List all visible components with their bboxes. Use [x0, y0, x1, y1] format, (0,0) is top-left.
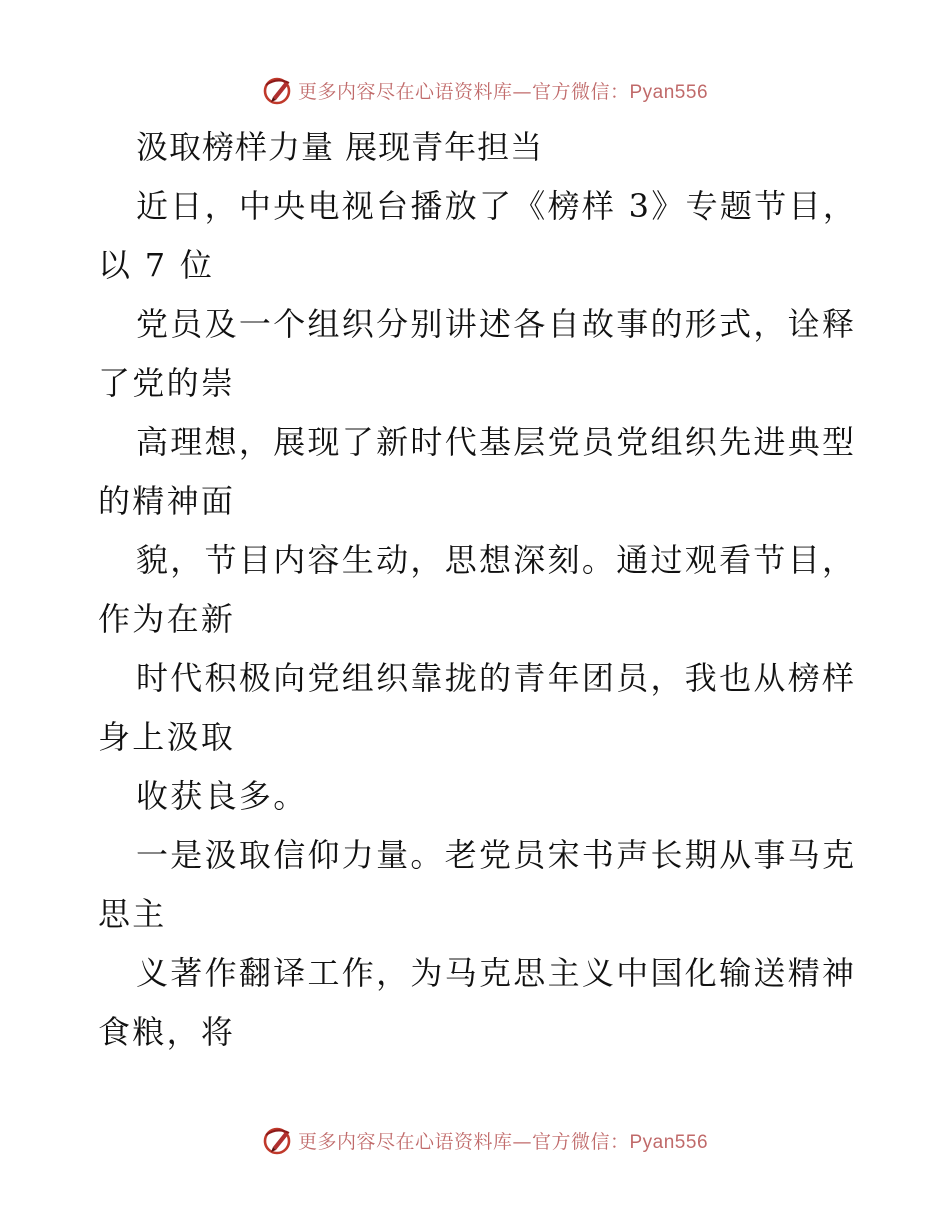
footer-banner	[0, 1120, 950, 1160]
document-body	[98, 118, 868, 1062]
text-line: 食粮，将	[98, 1013, 236, 1051]
text-line: 了党的崇	[98, 364, 236, 402]
header-wechat-id: Pyan556	[629, 81, 709, 103]
header-banner-text: 更多内容尽在心语资料库—官方微信：	[297, 80, 630, 103]
document-title: 汲取榜样力量 展现青年担当	[136, 128, 544, 166]
text-line: 的精神面	[98, 482, 236, 520]
footer-wechat-id: Pyan556	[629, 1131, 709, 1153]
text-line: 高理想，展现了新时代基层党员党组织先进典型	[136, 423, 857, 461]
pen-logo-icon	[260, 73, 294, 107]
footer-banner-text: 更多内容尽在心语资料库—官方微信：	[297, 1130, 630, 1153]
header-banner-content	[260, 73, 708, 107]
text-line: 思主	[98, 895, 167, 933]
text-line: 一是汲取信仰力量。老党员宋书声长期从事马克	[136, 836, 857, 874]
text-line: 身上汲取	[98, 718, 236, 756]
header-banner	[0, 70, 950, 110]
text-line: 作为在新	[98, 600, 236, 638]
text-line: 党员及一个组织分别讲述各自故事的形式，诠释	[136, 305, 857, 343]
text-line: 义著作翻译工作，为马克思主义中国化输送精神	[136, 954, 857, 992]
text-line: 貌，节目内容生动，思想深刻。通过观看节目，	[136, 541, 857, 579]
pen-logo-icon	[260, 1123, 294, 1157]
text-line: 近日，中央电视台播放了《榜样 3》专题节目，	[136, 187, 858, 225]
text-line: 收获良多。	[136, 777, 308, 815]
text-line: 以 7 位	[98, 246, 215, 284]
text-line: 时代积极向党组织靠拢的青年团员，我也从榜样	[136, 659, 857, 697]
footer-banner-content	[260, 1123, 708, 1157]
